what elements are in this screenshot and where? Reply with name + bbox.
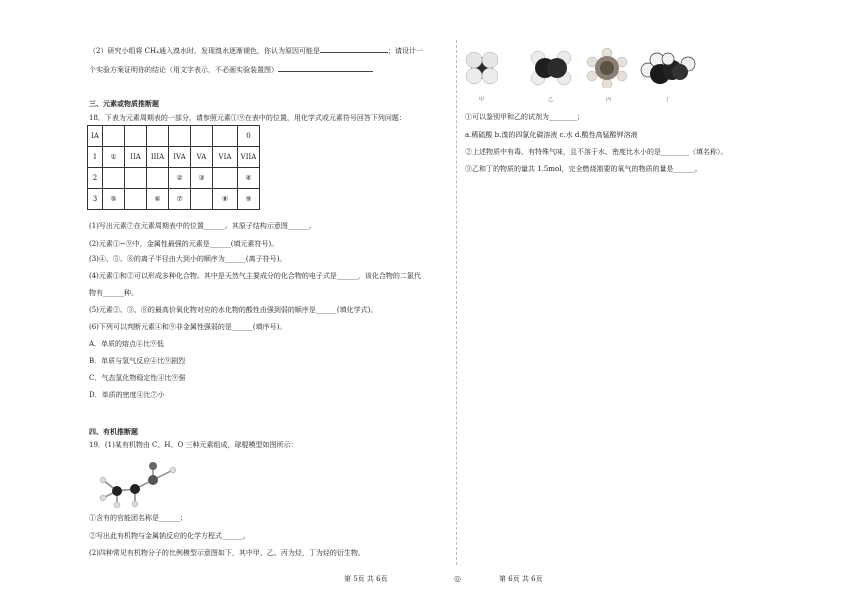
q2-line1-tail: ；请设计一 [387,47,423,55]
periodic-table [87,125,260,210]
table-cell [125,126,147,147]
q18-option-d: D．单质的密度④比⑦小 [89,391,165,399]
ball-stick-model-image [95,458,185,508]
table-row [88,168,260,189]
table-cell: VIIA [238,147,260,168]
q2-line2 [89,64,373,75]
page-footer-right: 第 6页 共 6页 [499,575,543,583]
footer-mark: ◎ [454,574,461,583]
table-cell [191,189,213,210]
table-row [88,189,260,210]
table-cell [213,168,238,189]
q19-item-2: ②写出此有机物与金属钠反应的化学方程式______。 [89,532,250,540]
answer-blank [320,45,388,53]
table-cell [191,126,213,147]
table-cell: ① [103,147,125,168]
table-cell: ⑧ [213,189,238,210]
table-cell: 3 [88,189,103,210]
page-footer-left: 第 5页 共 6页 [344,575,388,583]
table-cell: VIA [213,147,238,168]
table-row [88,147,260,168]
q18-item-4: (4)元素①和②可以形成多种化合物。其中是天然气主要成分的化合物的电子式是______，该化合物的二氯代 [89,272,421,280]
section4-title: 四、有机推断题 [89,427,138,436]
table-cell: ④ [238,168,260,189]
table-cell: ③ [191,168,213,189]
q18-item-2: (2)元素①~⑨中，金属性最强的元素是______(填元素符号)。 [89,240,279,248]
table-row [88,126,260,147]
table-cell [103,168,125,189]
page-right [460,0,860,608]
mol-label-bing: 丙 [606,97,612,103]
mol-label-ding: 丁 [665,97,671,103]
table-cell: 0 [238,126,260,147]
table-cell [213,126,238,147]
q2-line2-text: 个实验方案证明你的结论（用文字表示，不必画实验装置图） [89,66,278,74]
section3-title: 三、元素或物质推断题 [89,99,159,108]
q18-item-6: (6)下列可以判断元素④和⑨非金属性强弱的是______(填序号)。 [89,323,287,331]
q18-item-1: (1)写出元素⑦在元素周期表中的位置______。其原子结构示意图______。 [89,222,316,230]
q18-option-c: C．气态氢化物稳定性④比⑨强 [89,374,186,382]
q18-item-3: (3)④、⑤、⑧的离子半径由大到小的顺序为______(离子符号)。 [89,255,287,263]
mol-label-jia: 甲 [479,97,485,103]
q2-line1 [89,45,423,56]
right-item-options: a.稀硫酸 b.溴的四氯化碳溶液 c.水 d.酸性高锰酸钾溶液 [465,131,638,139]
table-cell: ⑦ [169,189,191,210]
q19-item-1: ①含有的官能团名称是______； [89,514,187,522]
ethanol-model-image [640,50,696,86]
table-cell [147,168,169,189]
q18-option-b: B．单质与氢气反应④比⑨剧烈 [89,357,186,365]
q18-item-4b: 物有______种。 [89,289,138,297]
table-cell: 1 [88,147,103,168]
q18-intro: 18．下表为元素周期表的一部分，请参照元素①⑨在表中的位置，用化学式或元素符号回答下列问题： [89,114,406,122]
q18-item-5: (5)元素②、③、⑧的最高价氧化物对应的水化物的酸性由强到弱的顺序是______(填化学式)。 [89,306,378,314]
table-cell: ② [169,168,191,189]
table-cell [125,189,147,210]
q19-item-3: (2)四种常见有机物分子的比例模型示意图如下，其中甲、乙、丙为烃，丁为烃的衍生物。 [89,549,365,557]
q19-intro: 19．(1)某有机物由 C、H、O 三种元素组成，球棍模型如图所示： [89,441,298,449]
table-cell: IIIA [147,147,169,168]
table-cell: IVA [169,147,191,168]
table-cell [147,126,169,147]
table-cell: ⑥ [147,189,169,210]
table-cell: VA [191,147,213,168]
table-cell [169,126,191,147]
methane-model-image [464,48,500,88]
right-item-1: ①可以鉴别甲和乙的试剂为________； [465,113,584,121]
table-cell: 2 [88,168,103,189]
table-cell: ⑨ [238,189,260,210]
ethylene-model-image [530,48,572,88]
right-item-3: ③乙和丁的物质的量共 1.5mol，完全燃烧需要的氧气的物质的量是______。 [465,165,702,173]
q2-line1-text: （2）研究小组将 CH₄通入溴水时，发现溴水逐渐褪色，你认为原因可能是 [89,47,320,55]
table-cell [125,168,147,189]
benzene-model-image [586,48,628,88]
table-cell [103,126,125,147]
page-divider [456,40,457,565]
right-item-2: ②上述物质中有毒、有特殊气味，且不溶于水、密度比水小的是________（填名称）。 [465,148,728,156]
table-cell: IA [88,126,103,147]
q18-option-a: A．单质的熔点④比⑨低 [89,340,165,348]
table-cell: IIA [125,147,147,168]
table-cell: ⑤ [103,189,125,210]
mol-label-yi: 乙 [548,97,554,103]
answer-blank [278,64,373,72]
